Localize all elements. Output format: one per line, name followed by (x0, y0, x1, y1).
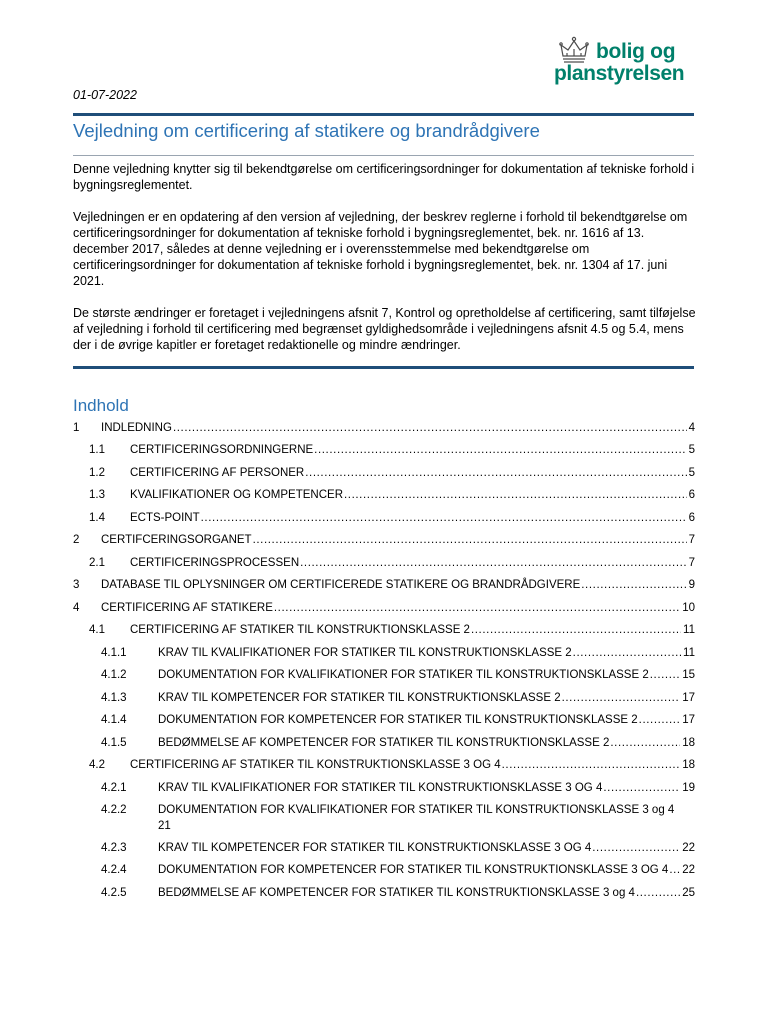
toc-entry[interactable] (73, 802, 695, 836)
toc-page: 7 (688, 557, 695, 569)
toc-page: 19 (682, 782, 695, 794)
toc-number: 4.2.1 (101, 782, 127, 794)
toc-title: Indhold (73, 396, 129, 415)
agency-logo (552, 32, 694, 88)
toc-page: 6 (688, 512, 695, 524)
toc-number: 4.1.3 (101, 692, 127, 704)
toc-number: 4.2.4 (101, 864, 127, 876)
logo-text-line1: bolig og (596, 40, 676, 63)
toc-page: 11 (683, 647, 695, 659)
toc-page: 17 (682, 714, 695, 726)
toc-number: 1.4 (89, 512, 105, 524)
toc-number: 4.1.4 (101, 714, 127, 726)
document-title: Vejledning om certificering af statikere og brandrådgivere (73, 120, 540, 141)
toc-text: KVALIFIKATIONER OG KOMPETENCER (130, 489, 343, 501)
toc-text: CERTIFICERING AF STATIKER TIL KONSTRUKTIONSKLASSE 3 OG 4 (130, 759, 501, 771)
toc-number: 4.1 (89, 624, 105, 636)
toc-number: 1.2 (89, 467, 105, 479)
toc-text: INDLEDNING (101, 422, 172, 434)
toc-text: DOKUMENTATION FOR KVALIFIKATIONER FOR STATIKER TIL KONSTRUKTIONSKLASSE 3 og 4 (158, 804, 675, 816)
toc-text: DOKUMENTATION FOR KVALIFIKATIONER FOR STATIKER TIL KONSTRUKTIONSKLASSE 2 (158, 669, 649, 681)
toc-page: 4 (688, 422, 695, 434)
document-date: 01-07-2022 (73, 88, 137, 102)
toc-text: KRAV TIL KVALIFIKATIONER FOR STATIKER TIL KONSTRUKTIONSKLASSE 3 OG 4 (158, 782, 603, 794)
intro-paragraph-3: De største ændringer er foretaget i vejledningens afsnit 7, Kontrol og opretholdelse af certificering, samt tilføjelse af vejledning i forhold til certificering med begrænset gyldighedsområde i vejledningens afsnit 4.5 og 5.4, mens der i de øvrige kapitler er foretaget redaktionelle og mindre ændringer. (73, 306, 696, 352)
toc-text: KRAV TIL KOMPETENCER FOR STATIKER TIL KONSTRUKTIONSKLASSE 2 (158, 692, 561, 704)
toc-number: 4.1.1 (101, 647, 127, 659)
toc-number: 4.2.3 (101, 842, 127, 854)
toc-page: 9 (688, 579, 695, 591)
toc-text: CERTIFICERING AF STATIKER TIL KONSTRUKTIONSKLASSE 2 (130, 624, 470, 636)
toc-page: 10 (682, 602, 695, 614)
toc-text: KRAV TIL KOMPETENCER FOR STATIKER TIL KONSTRUKTIONSKLASSE 3 OG 4 (158, 842, 592, 854)
toc-page: 6 (688, 489, 695, 501)
toc-number: 2 (73, 534, 80, 546)
toc-text: CERTIFCERINGSORGANET (101, 534, 252, 546)
crown-icon (558, 36, 590, 64)
toc-text: DOKUMENTATION FOR KOMPETENCER FOR STATIKER TIL KONSTRUKTIONSKLASSE 3 OG 4 (158, 864, 669, 876)
toc-page: 11 (683, 624, 695, 636)
section-rule (73, 366, 694, 369)
toc-number: 1 (73, 422, 80, 434)
toc-number: 4 (73, 602, 80, 614)
toc-page: 7 (688, 534, 695, 546)
toc-text: CERTIFICERING AF STATIKERE (101, 602, 273, 614)
toc-page: 15 (682, 669, 695, 681)
toc-text: DOKUMENTATION FOR KOMPETENCER FOR STATIKER TIL KONSTRUKTIONSKLASSE 2 (158, 714, 638, 726)
toc-number: 4.2.5 (101, 887, 127, 899)
toc-page: 18 (682, 737, 695, 749)
toc-text: BEDØMMELSE AF KOMPETENCER FOR STATIKER TIL KONSTRUKTIONSKLASSE 3 og 4 (158, 887, 635, 899)
toc-number: 4.2 (89, 759, 105, 771)
toc-page: 5 (688, 467, 695, 479)
toc-page: 5 (688, 444, 695, 456)
toc-number: 4.1.5 (101, 737, 127, 749)
toc-number: 1.3 (89, 489, 105, 501)
toc-page: 17 (682, 692, 695, 704)
header-rule (73, 113, 694, 116)
toc-text: KRAV TIL KVALIFIKATIONER FOR STATIKER TIL KONSTRUKTIONSKLASSE 2 (158, 647, 572, 659)
toc-page: 21 (158, 820, 171, 832)
toc-text: CERTIFICERINGSPROCESSEN (130, 557, 300, 569)
title-rule (73, 155, 694, 156)
toc-page: 22 (682, 864, 695, 876)
toc-page: 22 (682, 842, 695, 854)
toc-number: 3 (73, 579, 80, 591)
toc-text: BEDØMMELSE AF KOMPETENCER FOR STATIKER TIL KONSTRUKTIONSKLASSE 2 (158, 737, 610, 749)
toc-page: 25 (682, 887, 695, 899)
toc-page: 18 (682, 759, 695, 771)
toc-number: 2.1 (89, 557, 105, 569)
toc-text: DATABASE TIL OPLYSNINGER OM CERTIFICEREDE STATIKERE OG BRANDRÅDGIVERE (101, 579, 581, 591)
toc-number: 4.1.2 (101, 669, 127, 681)
toc-text: CERTIFICERING AF PERSONER (130, 467, 305, 479)
intro-paragraph-1: Denne vejledning knytter sig til bekendtgørelse om certificeringsordninger for dokumentation af tekniske forhold i bygningsreglementet. (73, 162, 695, 192)
toc-number: 1.1 (89, 444, 105, 456)
intro-paragraph-2: Vejledningen er en opdatering af den version af vejledning, der beskrev reglerne i forhold til bekendtgørelse om certificeringsordninger for dokumentation af tekniske forhold i bygningsreglementet, bek. nr. 1616 af 13. december 2017, således at denne vejledning er i overensstemmelse med bekendtgørelse om certificeringsordninger for dokumentation af tekniske forhold i bygningsreglementet, bek. nr. 1304 af 17. juni 2021. (73, 210, 688, 288)
toc-text: ECTS-POINT (130, 512, 200, 524)
logo-text-line2: planstyrelsen (554, 62, 685, 85)
toc-number: 4.2.2 (101, 804, 127, 816)
toc-text: CERTIFICERINGSORDNINGERNE (130, 444, 314, 456)
